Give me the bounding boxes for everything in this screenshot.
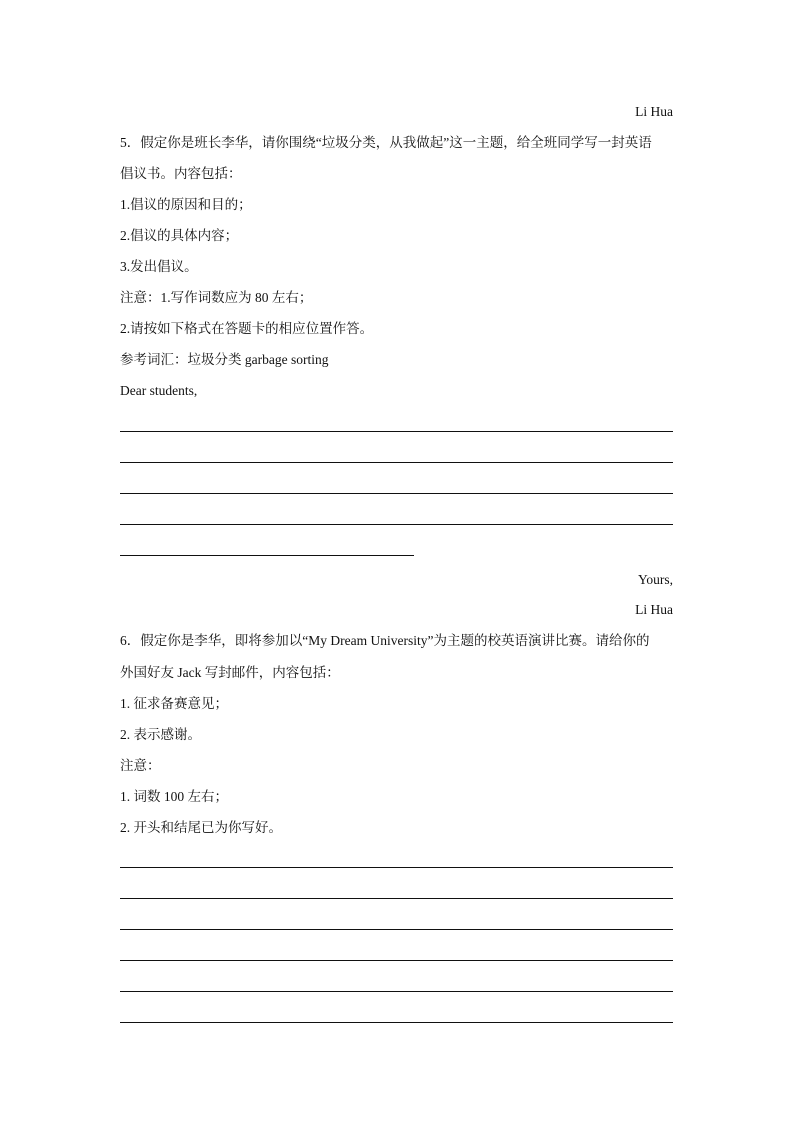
q5-item-3: 3.发出倡议。 <box>120 259 198 274</box>
q5-answer-line[interactable] <box>120 493 673 494</box>
q6-answer-line[interactable] <box>120 960 673 961</box>
top-signature: Li Hua <box>635 104 673 119</box>
q5-closing: Yours, <box>637 572 673 587</box>
q6-prompt-line-2: 外国好友 Jack 写封邮件，内容包括： <box>120 665 340 680</box>
q5-vocab: 参考词汇：垃圾分类 garbage sorting <box>120 352 329 367</box>
q5-answer-line[interactable] <box>120 524 673 525</box>
q6-answer-line[interactable] <box>120 1022 673 1023</box>
q5-answer-line[interactable] <box>120 431 673 432</box>
q5-note-2: 2.请按如下格式在答题卡的相应位置作答。 <box>120 321 374 336</box>
q6-prompt-line-1: 6．假定你是李华，即将参加以“My Dream University”为主题的校英语演讲比赛。请给你的 <box>120 633 650 648</box>
q5-answer-line[interactable] <box>120 462 673 463</box>
q5-prompt-line-1: 5．假定你是班长李华，请你围绕“垃圾分类，从我做起”这一主题，给全班同学写一封英语 <box>120 135 652 150</box>
q6-item-1: 1. 征求备赛意见； <box>120 696 228 711</box>
q5-answer-line-short[interactable] <box>120 555 414 556</box>
q5-item-2: 2.倡议的具体内容； <box>120 228 239 243</box>
q6-answer-line[interactable] <box>120 929 673 930</box>
q6-note-label: 注意： <box>120 758 161 773</box>
q6-answer-line[interactable] <box>120 898 673 899</box>
q5-note-1: 注意：1.写作词数应为 80 左右； <box>120 290 313 305</box>
q5-signature: Li Hua <box>635 602 673 617</box>
q6-answer-line[interactable] <box>120 867 673 868</box>
q6-note-1: 1. 词数 100 左右； <box>120 789 228 804</box>
q6-answer-line[interactable] <box>120 991 673 992</box>
q5-item-1: 1.倡议的原因和目的； <box>120 197 252 212</box>
q6-note-2: 2. 开头和结尾已为你写好。 <box>120 820 282 835</box>
q6-item-2: 2. 表示感谢。 <box>120 727 201 742</box>
q5-prompt-line-2: 倡议书。内容包括： <box>120 166 242 181</box>
q5-greeting: Dear students, <box>120 383 198 398</box>
